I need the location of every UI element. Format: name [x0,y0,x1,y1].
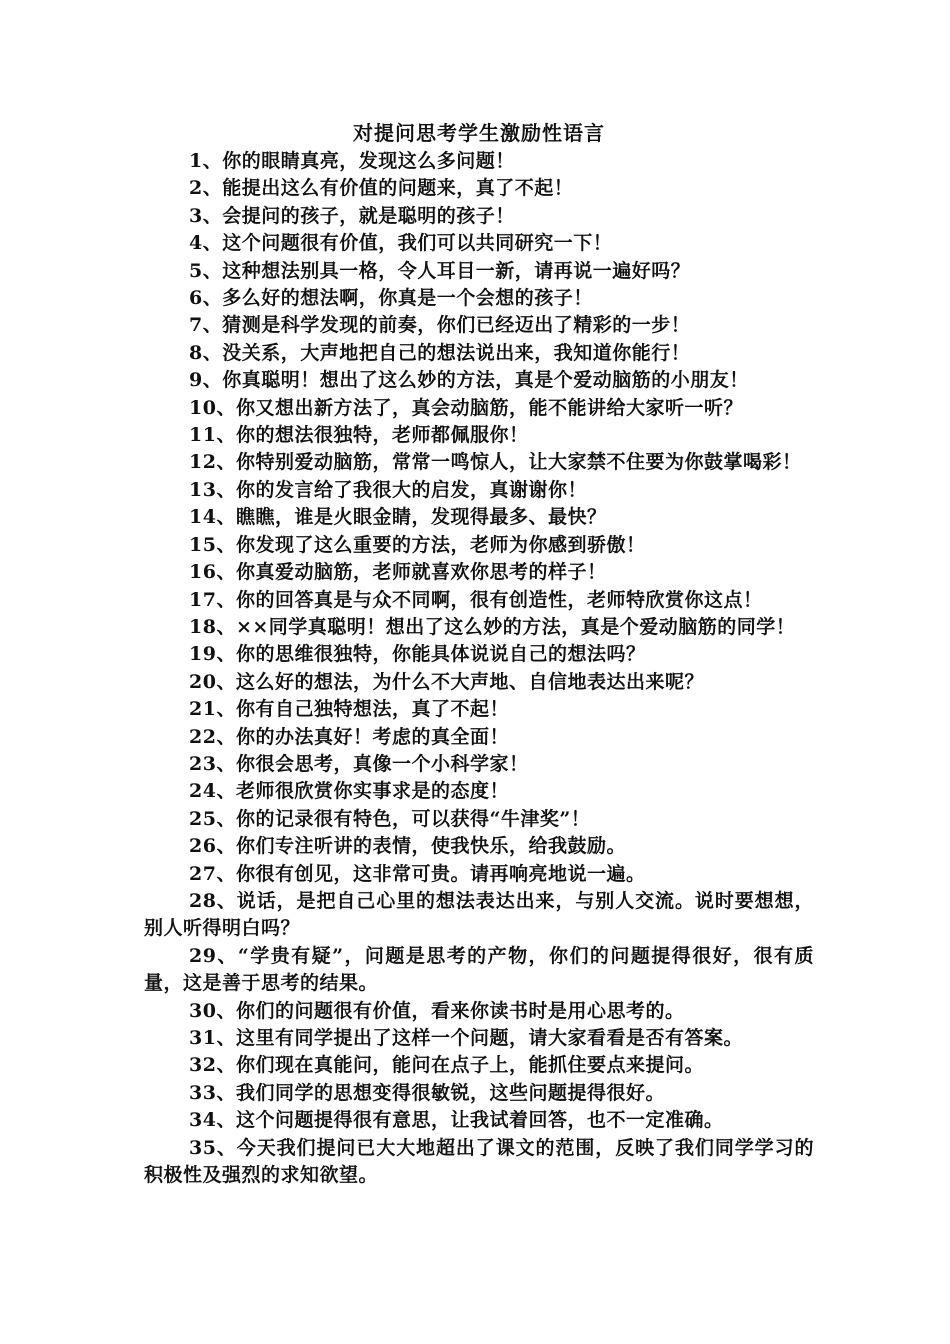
list-item: 35、今天我们提问已大大地超出了课文的范围，反映了我们同学学习的积极性及强烈的求知欲望。 [144,1136,814,1187]
list-item: 17、你的回答真是与众不同啊，很有创造性，老师特欣赏你这点！ [189,588,763,611]
list-item: 21、你有自己独特想法，真了不起！ [189,698,509,721]
list-item: 24、老师很欣赏你实事求是的态度！ [189,780,509,803]
list-item: 12、你特别爱动脑筋，常常一鸣惊人，让大家禁不住要为你鼓掌喝彩！ [189,451,802,474]
list-item: 32、你们现在真能问，能问在点子上，能抓住要点来提问。 [189,1054,704,1077]
list-item: 11、你的想法很独特，老师都佩服你！ [189,424,529,447]
phrase-list [144,148,814,1189]
list-item: 3、会提问的孩子，就是聪明的孩子！ [189,204,515,227]
list-item: 31、这里有同学提出了这样一个问题，请大家看看是否有答案。 [189,1027,743,1049]
list-item: 4、这个问题很有价值，我们可以共同研究一下！ [189,232,613,255]
list-item: 25、你的记录很有特色，可以获得“牛津奖”！ [189,807,591,830]
list-item: 9、你真聪明！想出了这么妙的方法，真是个爱动脑筋的小朋友！ [189,369,749,392]
list-item: 2、能提出这么有价值的问题来，真了不起！ [189,177,574,200]
list-item: 27、你很有创见，这非常可贵。请再响亮地说一遍。 [189,862,646,885]
list-item: 20、这么好的想法，为什么不大声地、自信地表达出来呢？ [189,670,704,693]
list-item: 5、这种想法别具一格，令人耳目一新，请再说一遍好吗？ [189,259,691,282]
list-item: 7、猜测是科学发现的前奏，你们已经迈出了精彩的一步！ [189,314,691,337]
list-item: 1、你的眼睛真亮，发现这么多问题！ [189,150,515,172]
list-item: 6、多么好的想法啊，你真是一个会想的孩子！ [189,287,593,310]
list-item: 10、你又想出新方法了，真会动脑筋，能不能讲给大家听一听？ [189,396,743,419]
list-item: 18、××同学真聪明！想出了这么妙的方法，真是个爱动脑筋的同学！ [189,615,796,638]
list-item: 15、你发现了这么重要的方法，老师为你感到骄傲！ [189,533,646,556]
list-item: 29、“学贵有疑”，问题是思考的产物，你们的问题提得很好，很有质量，这是善于思考的结果。 [144,944,814,995]
list-item: 22、你的办法真好！考虑的真全面！ [189,725,509,748]
list-item: 28、说话，是把自己心里的想法表达出来，与别人交流。说时要想想，别人听得明白吗？ [144,889,814,940]
list-item: 33、我们同学的思想变得很敏锐，这些问题提得很好。 [189,1081,665,1104]
list-item: 14、瞧瞧，谁是火眼金睛，发现得最多、最快？ [189,506,607,529]
list-item: 19、你的思维很独特，你能具体说说自己的想法吗？ [189,643,646,666]
list-item: 8、没关系，大声地把自己的想法说出来，我知道你能行！ [189,341,691,364]
list-item: 34、这个问题提得很有意思，让我试着回答，也不一定准确。 [189,1109,724,1132]
list-item: 16、你真爱动脑筋，老师就喜欢你思考的样子！ [189,561,607,584]
list-item: 26、你们专注听讲的表情，使我快乐，给我鼓励。 [189,835,626,858]
list-item: 13、你的发言给了我很大的启发，真谢谢你！ [189,478,587,501]
list-item: 30、你们的问题很有价值，看来你读书时是用心思考的。 [189,999,685,1022]
document-title: 对提问思考学生激励性语言 [353,121,605,145]
list-item: 23、你很会思考，真像一个小科学家！ [189,752,529,775]
document-page [144,118,814,1189]
